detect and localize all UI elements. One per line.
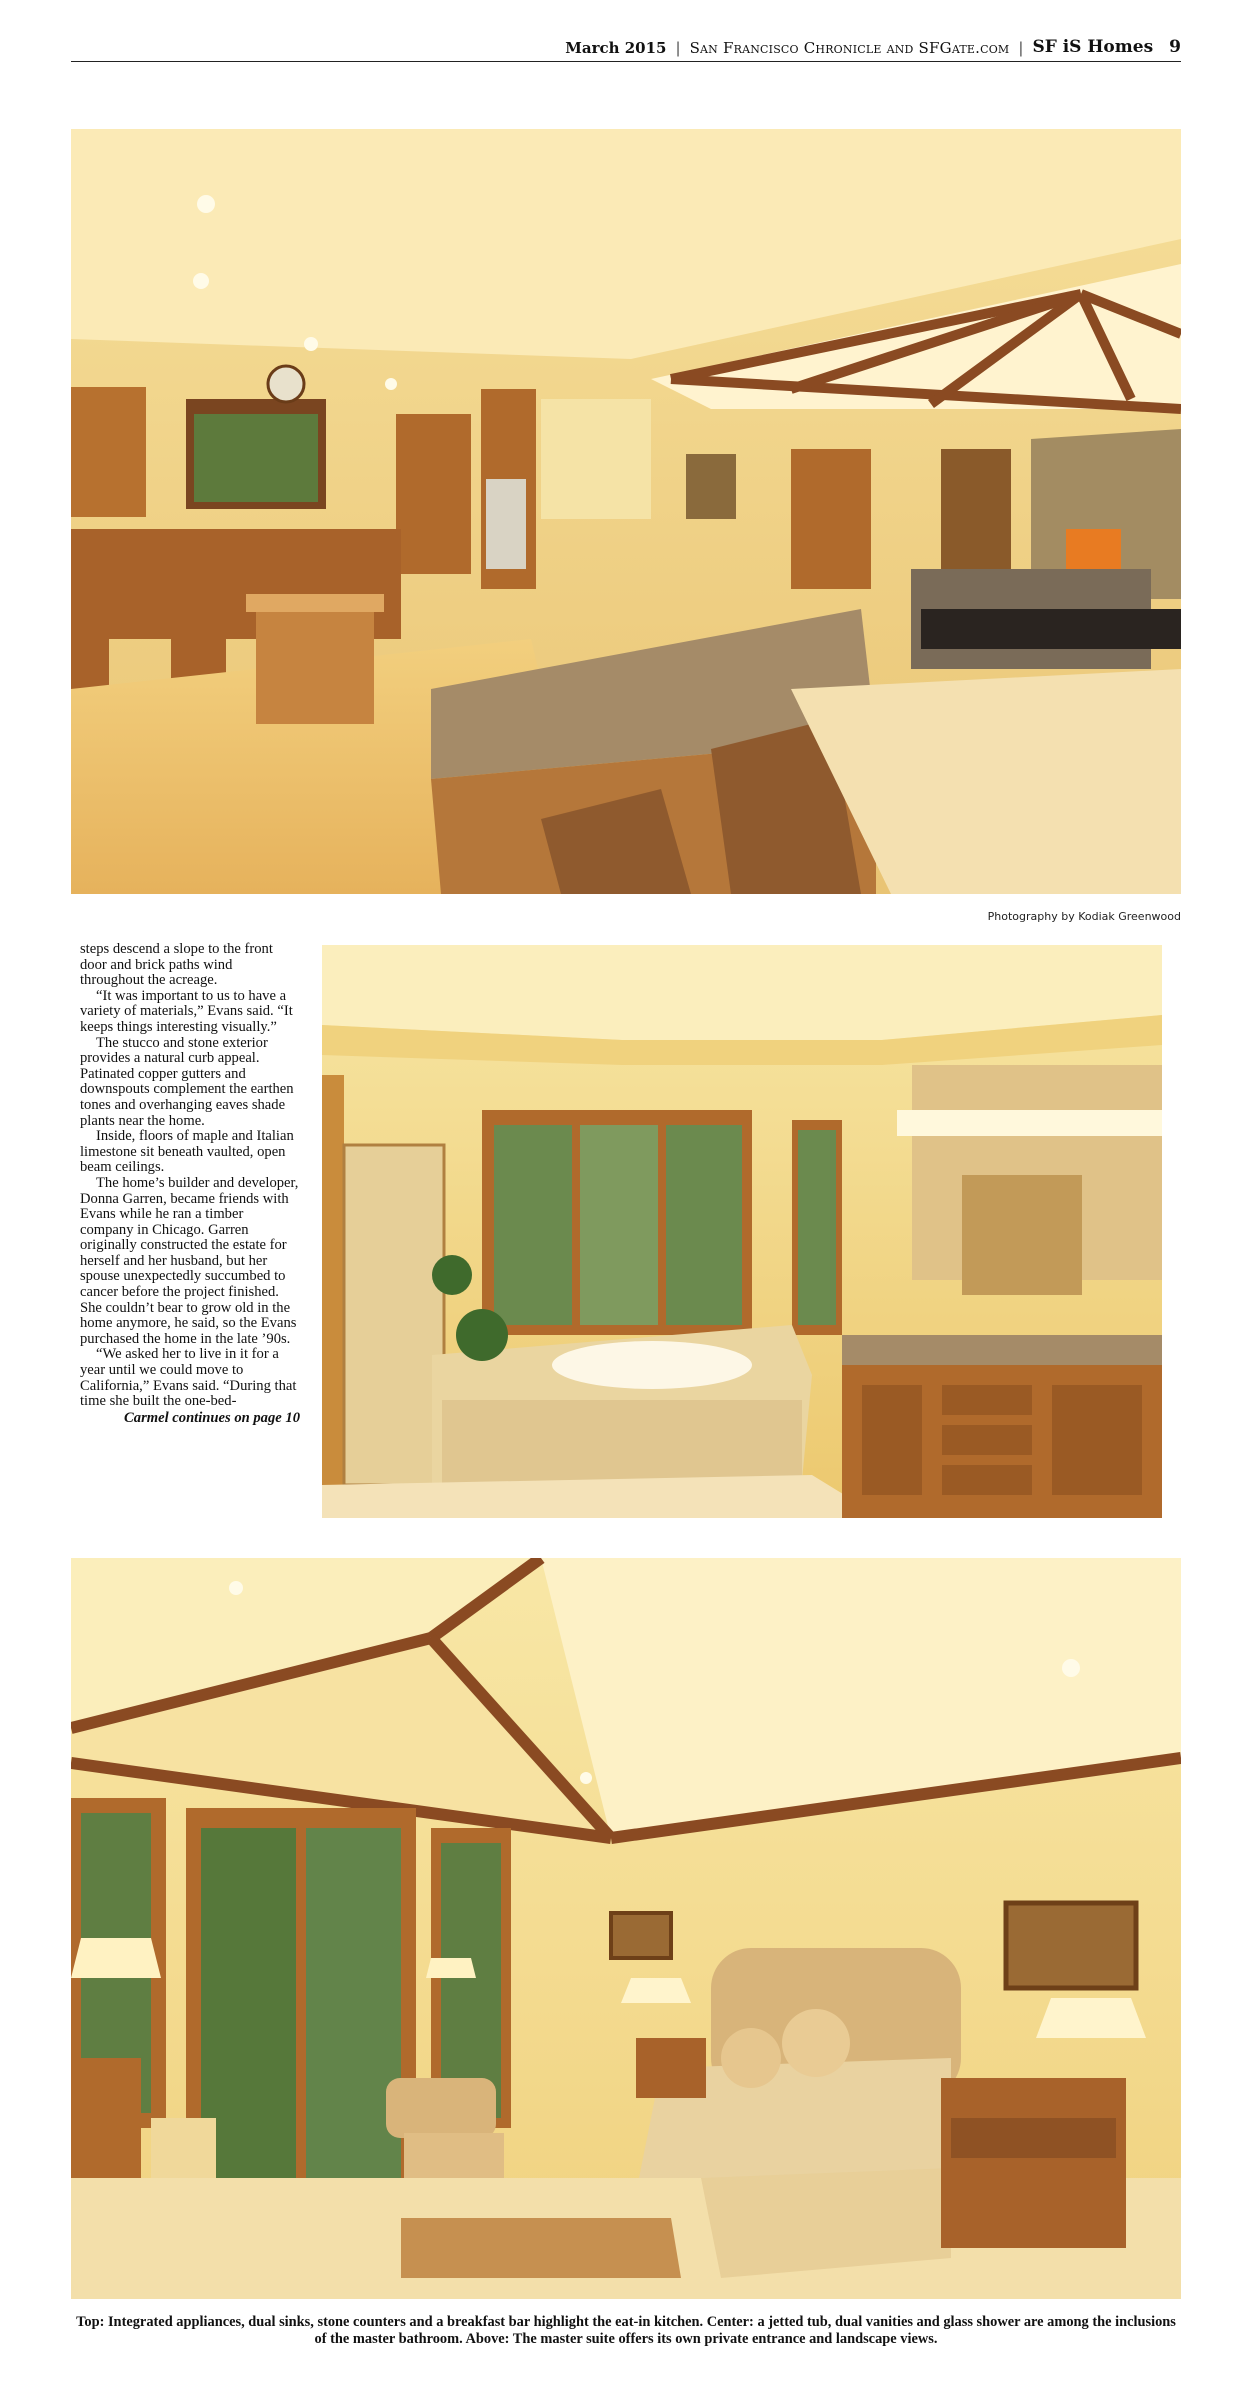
- page-header: [71, 34, 1181, 62]
- article-paragraph: “We asked her to live in it for a year until we could move to California,” Evans said. “During that time she built the one-bed-: [80, 1346, 297, 1410]
- header-separator: |: [675, 39, 681, 57]
- continued-jump-line: Carmel continues on page 10: [124, 1409, 300, 1426]
- article-column: [80, 942, 300, 1426]
- article-paragraph: “It was important to us to have a variety of materials,” Evans said. “It keeps things interesting visually.”: [80, 987, 293, 1035]
- article-paragraph: The home’s builder and developer, Donna Garren, became friends with Evans while he ran a timber company in Chicago. Garren originally constructed the estate for herself and her husband, but her spouse unexpectedly succumbed to cancer before the project finished. She couldn’t bear to grow old in the home anymore, he said, so the Evans purchased the home in the late ’90s.: [80, 1174, 299, 1347]
- header-separator: |: [1018, 39, 1024, 57]
- photo-caption: Top: Integrated appliances, dual sinks, stone counters and a breakfast bar highlight the eat-in kitchen. Center: a jetted tub, dual vanities and glass shower are among the inclusions of the master bathroom. Above: The master suite offers its own private entrance and landscape views.: [76, 2314, 1176, 2347]
- article-paragraph: The stucco and stone exterior provides a natural curb appeal. Patinated copper gutters and downspouts complement the earthen tones and overhanging eaves shade plants near the home.: [80, 1034, 294, 1129]
- issue-date: March 2015: [565, 39, 667, 57]
- page-number: 9: [1169, 37, 1181, 57]
- article-paragraph: steps descend a slope to the front door and brick paths wind throughout the acreage.: [80, 941, 273, 989]
- section-name: SF iS Homes: [1032, 37, 1154, 57]
- bedroom-photo: [71, 1558, 1181, 2299]
- kitchen-photo: [71, 129, 1181, 894]
- article-paragraph: Inside, floors of maple and Italian limestone sit beneath vaulted, open beam ceilings.: [80, 1128, 294, 1176]
- bathroom-photo: [322, 945, 1162, 1518]
- photo-credit: Photography by Kodiak Greenwood: [987, 910, 1181, 923]
- publication-name: San Francisco Chronicle and SFGate.com: [689, 39, 1010, 57]
